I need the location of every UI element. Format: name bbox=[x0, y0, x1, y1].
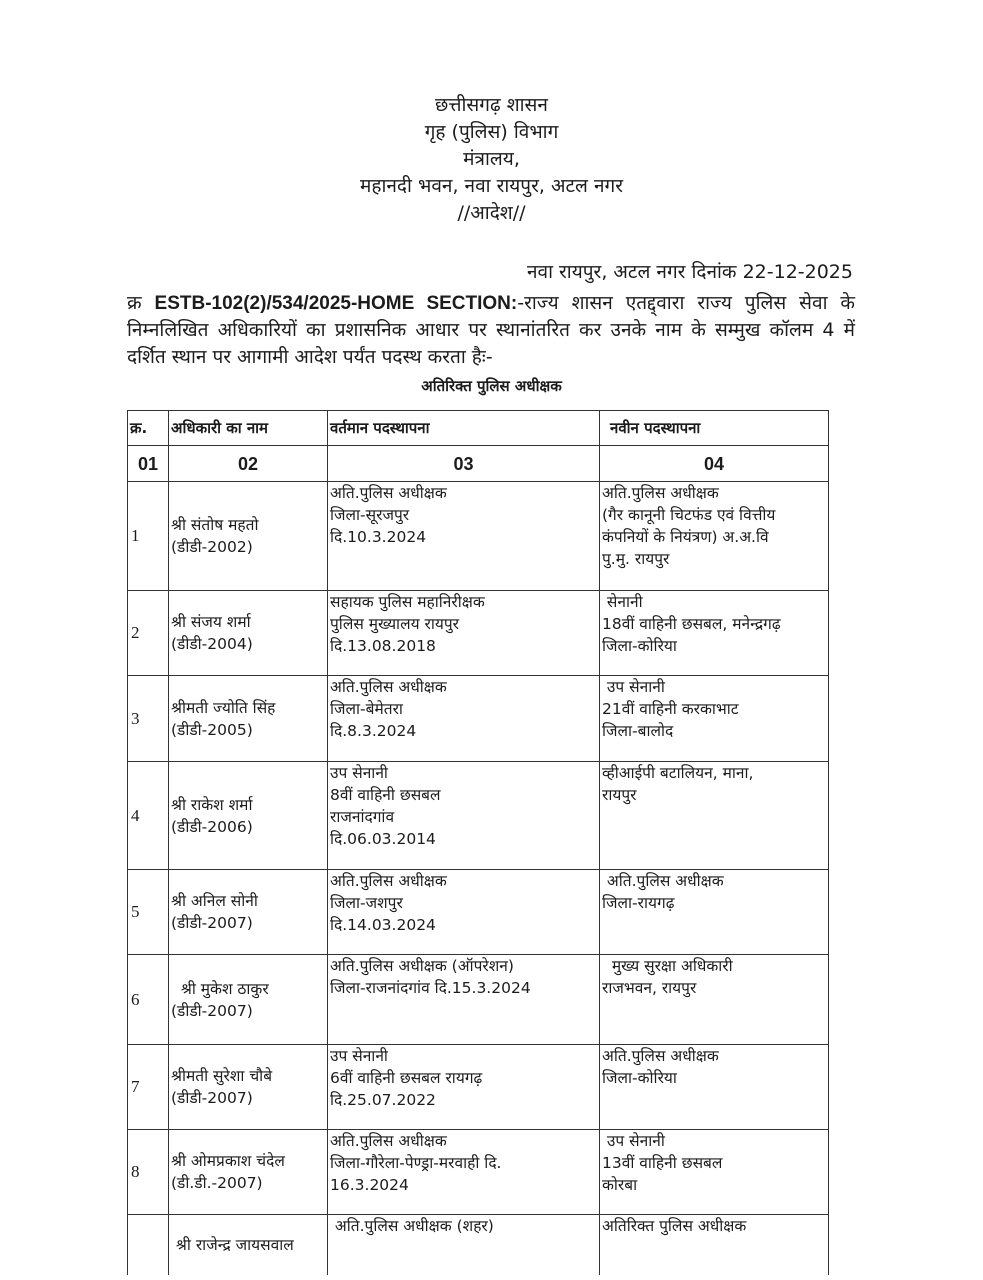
section-title: अतिरिक्त पुलिस अधीक्षक bbox=[421, 377, 562, 395]
transfer-table bbox=[127, 410, 829, 1275]
current-posting bbox=[328, 1215, 600, 1276]
new-posting-line: अति.पुलिस अधीक्षक bbox=[602, 872, 724, 890]
new-posting bbox=[600, 1130, 829, 1215]
officer-name bbox=[169, 591, 328, 676]
current-posting-line: सहायक पुलिस महानिरीक्षक bbox=[330, 593, 485, 611]
officer-name bbox=[169, 1215, 328, 1276]
current-posting-line: जिला-सूरजपुर bbox=[330, 506, 410, 524]
new-posting-line: जिला-कोरिया bbox=[602, 637, 677, 655]
serial-number: 1 bbox=[128, 482, 169, 591]
order-reference-number: ESTB-102(2)/534/2025-HOME SECTION: bbox=[154, 293, 518, 314]
table-row bbox=[128, 1215, 829, 1276]
new-posting bbox=[600, 870, 829, 955]
letterhead-department: गृह (पुलिस) विभाग bbox=[424, 121, 559, 143]
new-posting bbox=[600, 762, 829, 870]
new-posting-line: 21वीं वाहिनी करकाभाट bbox=[602, 700, 739, 718]
current-posting-line: 16.3.2024 bbox=[330, 1176, 409, 1194]
officer-name-line: (डीडी-2007) bbox=[171, 914, 253, 932]
officer-name bbox=[169, 1045, 328, 1130]
header-new-posting: नवीन पदस्थापना bbox=[600, 411, 829, 446]
current-posting-line: 6वीं वाहिनी छसबल रायगढ़ bbox=[330, 1069, 483, 1087]
current-posting-line: दि.14.03.2024 bbox=[330, 916, 436, 934]
column-number: 01 bbox=[128, 446, 169, 482]
current-posting-line: अति.पुलिस अधीक्षक bbox=[330, 1132, 447, 1150]
new-posting-line: अति.पुलिस अधीक्षक bbox=[602, 484, 719, 502]
officer-name-line: (डी.डी.-2007) bbox=[171, 1174, 263, 1192]
current-posting-line: जिला-बेमेतरा bbox=[330, 700, 403, 718]
current-posting-line: अति.पुलिस अधीक्षक (ऑपरेशन) bbox=[330, 957, 514, 975]
officer-name-line: (डीडी-2004) bbox=[171, 635, 253, 653]
officer-name-line: (डीडी-2007) bbox=[171, 1089, 253, 1107]
current-posting-line: दि.10.3.2024 bbox=[330, 528, 427, 546]
new-posting-line: जिला-रायगढ़ bbox=[602, 894, 675, 912]
letterhead-order-title: //आदेश// bbox=[457, 202, 526, 224]
new-posting-line: कंपनियों के नियंत्रण) अ.अ.वि bbox=[602, 528, 769, 546]
current-posting-line: दि.13.08.2018 bbox=[330, 637, 436, 655]
officer-name-line: (डीडी-2002) bbox=[171, 538, 253, 556]
new-posting bbox=[600, 591, 829, 676]
current-posting bbox=[328, 955, 600, 1045]
column-number-row bbox=[128, 446, 829, 482]
current-posting-line: राजनांदगांव bbox=[330, 808, 395, 826]
new-posting bbox=[600, 955, 829, 1045]
current-posting-line: अति.पुलिस अधीक्षक bbox=[330, 678, 447, 696]
serial-number: 3 bbox=[128, 676, 169, 762]
current-posting-line: उप सेनानी bbox=[330, 1047, 388, 1065]
officer-name-line: श्री अनिल सोनी bbox=[171, 892, 258, 910]
officer-name bbox=[169, 1130, 328, 1215]
officer-name-line: (डीडी-2006) bbox=[171, 817, 253, 836]
officer-name-line: श्री मुकेश ठाकुर bbox=[171, 979, 269, 998]
header-serial: क्र. bbox=[128, 411, 169, 446]
serial-number: 2 bbox=[128, 591, 169, 676]
officer-name-line: श्रीमती सुरेशा चौबे bbox=[171, 1067, 273, 1085]
current-posting-line: जिला-राजनांदगांव दि.15.3.2024 bbox=[330, 979, 531, 997]
current-posting-line: अति.पुलिस अधीक्षक bbox=[330, 484, 447, 502]
column-number: 04 bbox=[600, 446, 829, 482]
officer-name-line: श्री राजेन्द्र जायसवाल bbox=[171, 1236, 294, 1254]
letterhead-government: छत्तीसगढ़ शासन bbox=[435, 94, 548, 116]
current-posting bbox=[328, 870, 600, 955]
current-posting-line: जिला-जशपुर bbox=[330, 894, 403, 912]
new-posting-line: 13वीं वाहिनी छसबल bbox=[602, 1154, 723, 1172]
current-posting bbox=[328, 676, 600, 762]
current-posting-line: दि.8.3.2024 bbox=[330, 722, 417, 740]
order-prefix: क्र bbox=[127, 292, 142, 314]
new-posting-line: व्हीआईपी बटालियन, माना, bbox=[602, 764, 754, 782]
new-posting-line: अतिरिक्त पुलिस अधीक्षक bbox=[602, 1217, 747, 1235]
serial-number: 4 bbox=[128, 762, 169, 870]
column-number: 02 bbox=[169, 446, 328, 482]
table-row bbox=[128, 676, 829, 762]
new-posting-line: उप सेनानी bbox=[602, 678, 665, 696]
officer-name-line: श्री संतोष महतो bbox=[171, 516, 259, 534]
officer-name-line: श्री संजय शर्मा bbox=[171, 613, 251, 631]
letterhead bbox=[0, 92, 983, 227]
current-posting-line: अति.पुलिस अधीक्षक (शहर) bbox=[330, 1217, 494, 1235]
header-current-posting: वर्तमान पदस्थापना bbox=[328, 411, 600, 446]
current-posting-line: 8वीं वाहिनी छसबल bbox=[330, 786, 441, 804]
new-posting-line: अति.पुलिस अधीक्षक bbox=[602, 1047, 719, 1065]
new-posting-line: 18वीं वाहिनी छसबल, मनेन्द्रगढ़ bbox=[602, 615, 781, 633]
officer-name-line: श्री राकेश शर्मा bbox=[171, 795, 253, 814]
new-posting bbox=[600, 482, 829, 591]
table-row bbox=[128, 955, 829, 1045]
current-posting-line: दि.06.03.2014 bbox=[330, 830, 436, 848]
current-posting bbox=[328, 762, 600, 870]
table-row bbox=[128, 591, 829, 676]
current-posting-line: अति.पुलिस अधीक्षक bbox=[330, 872, 447, 890]
serial-number: 6 bbox=[128, 955, 169, 1045]
officer-name bbox=[169, 762, 328, 870]
serial-number: 7 bbox=[128, 1045, 169, 1130]
letterhead-ministry: मंत्रालय, bbox=[463, 148, 520, 170]
current-posting-line: दि.25.07.2022 bbox=[330, 1091, 436, 1109]
table-row bbox=[128, 1045, 829, 1130]
officer-name bbox=[169, 676, 328, 762]
current-posting-line: जिला-गौरेला-पेण्ड्रा-मरवाही दि. bbox=[330, 1154, 502, 1172]
column-number: 03 bbox=[328, 446, 600, 482]
new-posting-line: (गैर कानूनी चिटफंड एवं वित्तीय bbox=[602, 506, 776, 524]
table-row bbox=[128, 482, 829, 591]
serial-number: 5 bbox=[128, 870, 169, 955]
new-posting-line: सेनानी bbox=[602, 593, 643, 611]
serial-number bbox=[128, 1215, 169, 1276]
new-posting bbox=[600, 676, 829, 762]
serial-number: 8 bbox=[128, 1130, 169, 1215]
new-posting bbox=[600, 1215, 829, 1276]
current-posting bbox=[328, 1130, 600, 1215]
new-posting-line: रायपुर bbox=[602, 786, 637, 804]
new-posting-line: राजभवन, रायपुर bbox=[602, 979, 697, 997]
table-row bbox=[128, 1130, 829, 1215]
current-posting bbox=[328, 1045, 600, 1130]
officer-name-line: श्रीमती ज्योति सिंह bbox=[171, 698, 276, 717]
order-paragraph bbox=[127, 290, 855, 371]
officer-name-line: (डीडी-2005) bbox=[171, 720, 253, 739]
current-posting bbox=[328, 482, 600, 591]
new-posting-line: जिला-कोरिया bbox=[602, 1069, 677, 1087]
current-posting-line: उप सेनानी bbox=[330, 764, 388, 782]
current-posting bbox=[328, 591, 600, 676]
table-row bbox=[128, 762, 829, 870]
current-posting-line: पुलिस मुख्यालय रायपुर bbox=[330, 615, 459, 633]
officer-name-line: (डीडी-2007) bbox=[171, 1001, 253, 1020]
new-posting-line: मुख्य सुरक्षा अधिकारी bbox=[602, 957, 733, 975]
table-row bbox=[128, 870, 829, 955]
new-posting-line: उप सेनानी bbox=[602, 1132, 665, 1150]
table-header-row bbox=[128, 411, 829, 446]
officer-name bbox=[169, 955, 328, 1045]
new-posting-line: कोरबा bbox=[602, 1176, 638, 1194]
officer-name bbox=[169, 482, 328, 591]
new-posting bbox=[600, 1045, 829, 1130]
order-text: -राज्य शासन एतद्द्वारा राज्य पुलिस सेवा के निम्नलिखित अधिकारियों का प्रशासनिक आधार पर स्थानांतरित कर उनके नाम के सम्मुख कॉलम 4 में दर्शित स्थान पर आगामी आदेश पर्यंत पदस्थ करता हैः- bbox=[127, 292, 855, 368]
place-and-date: नवा रायपुर, अटल नगर दिनांक 22-12-2025 bbox=[526, 261, 853, 283]
officer-name bbox=[169, 870, 328, 955]
new-posting-line: जिला-बालोद bbox=[602, 722, 674, 740]
header-officer-name: अधिकारी का नाम bbox=[169, 411, 328, 446]
new-posting-line: पु.मु. रायपुर bbox=[602, 550, 670, 568]
officer-name-line: श्री ओमप्रकाश चंदेल bbox=[171, 1152, 285, 1170]
letterhead-address: महानदी भवन, नवा रायपुर, अटल नगर bbox=[360, 175, 623, 197]
